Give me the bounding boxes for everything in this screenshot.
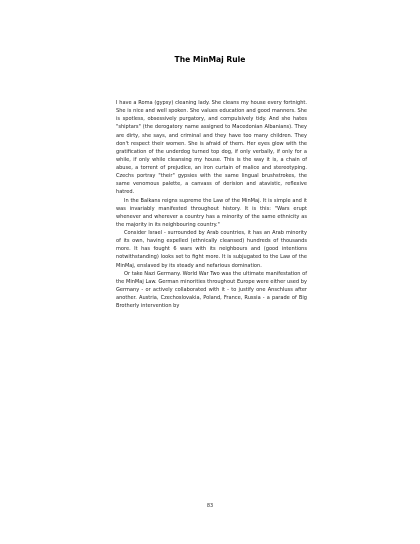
paragraph-3: Consider Israel - surrounded by Arab countries, it has an Arab minority of its own, having expelled (ethnically cleansed) hundreds of thousands more. It has fought 6 wars with its neighbours and (good intentions notwithstanding) looks set to fight more. It is subjugated to the Law of the MinMaj, enslaved by its steady and nefarious domination. xyxy=(116,230,307,269)
page-number: 83 xyxy=(206,503,214,509)
paragraph-1: I have a Roma (gypsy) cleaning lady. She cleans my house every fortnight. She is nice and well spoken. She values education and good manners. She is spotless, obsessively purgatory, and compulsively tidy. And she hates "shiptars" (the derogatory name assigned to Macedonian Albanians). They are dirty, she says, and criminal and they have too many children. They don't respect their women. She is afraid of them. Her eyes glow with the gratification of the underdog turned top dog, if only verbally, if only for a while, if only while cleansing my house. This is the way it is, a chain of abuse, a torrent of prejudice, an iron curtain of malice and stereotyping. Czechs portray "their" gypsies with the same lingual brushstrokes, the same venomous palette, a canvass of derision and atavistic, reflexive hatred. xyxy=(116,100,307,196)
body-text xyxy=(116,99,307,310)
page-title: The MinMaj Rule xyxy=(174,55,246,64)
paragraph-2: In the Balkans reigns supreme the Law of the MinMaj. It is simple and it was invariably manifested throughout history. It is this: "Wars erupt whenever and wherever a country has a minority of the same ethnicity as the majority in its neighbouring country." xyxy=(116,197,307,228)
paragraph-4: Or take Nazi Germany. World War Two was the ultimate manifestation of the MinMaj Law. German minorities throughout Europe were either used by Germany - or actively collaborated with it - to justify one Anschluss after another. Austria, Czechoslovakia, Poland, France, Russia - a parade of Big Brotherly intervention by xyxy=(116,270,307,310)
